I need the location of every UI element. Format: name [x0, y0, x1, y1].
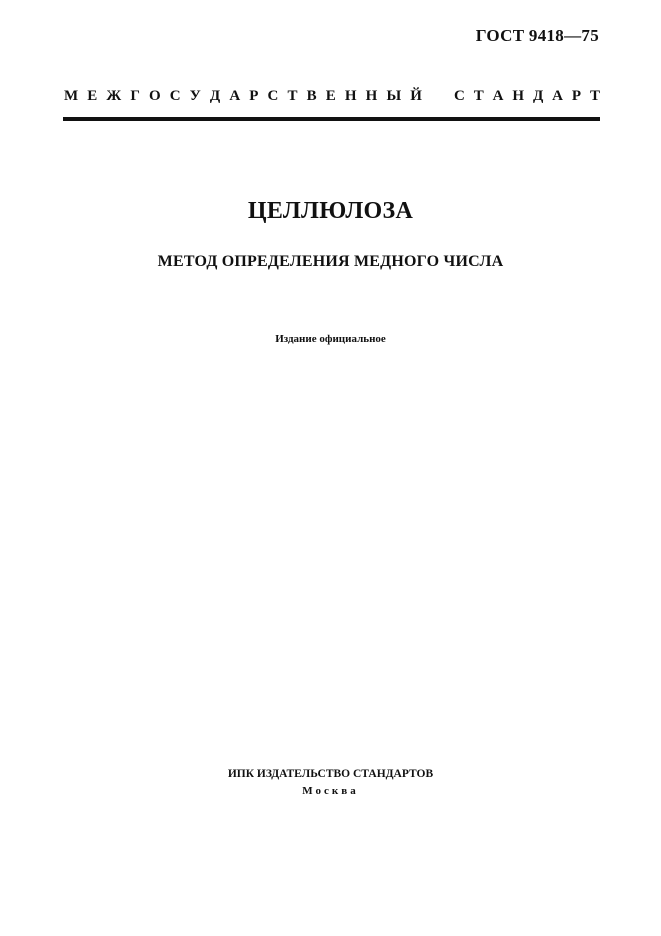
heading-letter: М [64, 88, 79, 104]
heading-letter: Т [589, 88, 600, 104]
heading-letter: С [169, 88, 181, 104]
heading-letter: Д [532, 88, 544, 104]
heading-word-interstate [64, 88, 422, 105]
heading-word-standard [454, 88, 600, 105]
heading-letter: Ж [106, 88, 122, 104]
heading-letter: Н [344, 88, 357, 104]
heading-letter: Р [571, 88, 582, 104]
heading-letter: О [149, 88, 161, 104]
heading-letter: А [552, 88, 563, 104]
heading-letter: Г [130, 88, 140, 104]
official-edition-note: Издание официальное [275, 333, 386, 345]
heading-rule [63, 117, 600, 121]
heading-letter: В [306, 88, 317, 104]
heading-letter: С [454, 88, 465, 104]
heading-letter: Н [512, 88, 525, 104]
heading-letter: Н [365, 88, 378, 104]
heading-letter: А [492, 88, 504, 104]
interstate-standard-heading [64, 88, 600, 105]
heading-letter: Е [87, 88, 98, 104]
heading-letter: Р [249, 88, 259, 104]
heading-letter: Д [209, 88, 221, 104]
heading-letter: А [229, 88, 241, 104]
heading-letter: Ы [386, 88, 402, 104]
heading-letter: У [189, 88, 201, 104]
heading-letter: Й [410, 88, 422, 104]
heading-letter: Т [287, 88, 298, 104]
publisher-name: ИПК ИЗДАТЕЛЬСТВО СТАНДАРТОВ [227, 768, 434, 780]
publisher-city: Москва [302, 785, 359, 797]
document-title: ЦЕЛЛЮЛОЗА [247, 198, 414, 224]
heading-letter: С [267, 88, 279, 104]
heading-letter: Т [473, 88, 484, 104]
heading-letter: Е [325, 88, 336, 104]
document-number: ГОСТ 9418—75 [475, 26, 599, 45]
document-subtitle: МЕТОД ОПРЕДЕЛЕНИЯ МЕДНОГО ЧИСЛА [157, 253, 504, 270]
